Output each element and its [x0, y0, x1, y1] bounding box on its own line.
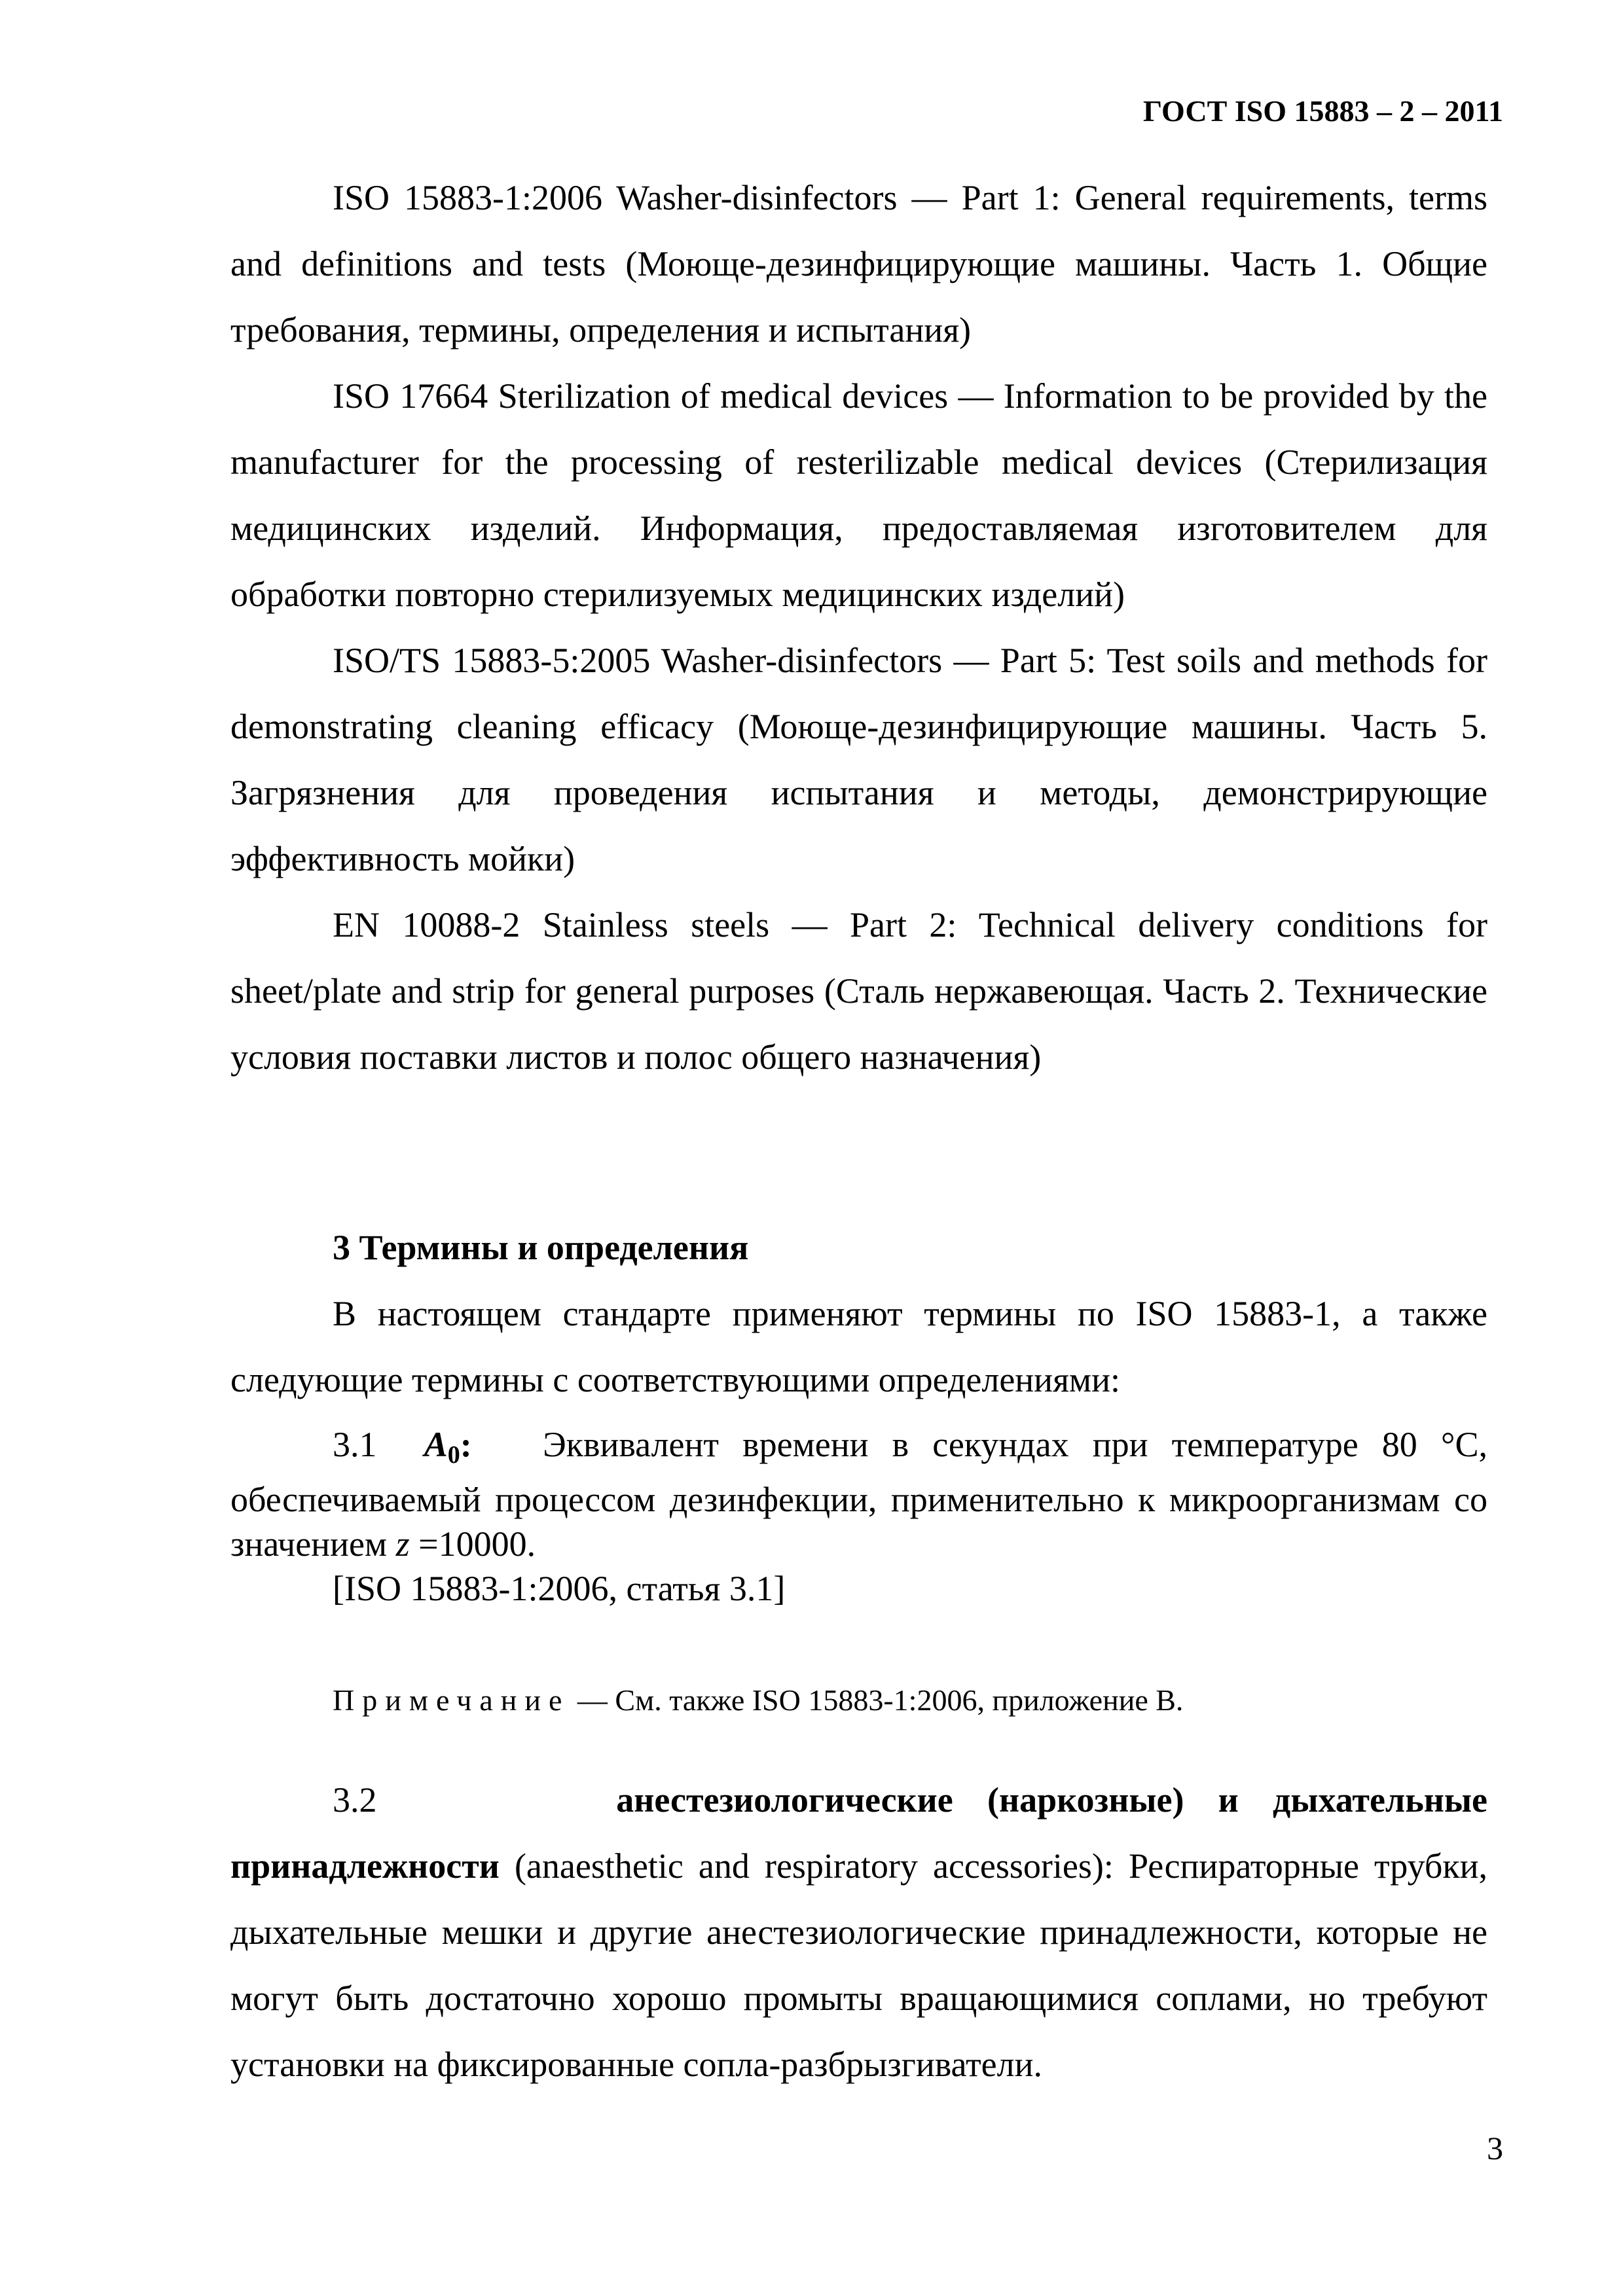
note-text: — См. также ISO 15883-1:2006, приложение B.: [577, 1683, 1184, 1717]
term-name: A: [424, 1425, 448, 1464]
document-header: ГОСТ ISO 15883 – 2 – 2011: [1142, 94, 1503, 128]
term-3-1: [230, 1422, 1487, 1611]
term-number: 3.1: [333, 1425, 377, 1464]
term-definition-value: =10000.: [418, 1524, 536, 1564]
page-number: 3: [1487, 2130, 1503, 2166]
reference-item: ISO 15883-1:2006 Washer-disinfectors — Part 1: General requirements, terms and definitions and tests (Моюще-дезинфицирующие машины. Часть 1. Общие требования, термины, определения и испытания): [230, 178, 1487, 350]
term-source: [ISO 15883-1:2006, статья 3.1]: [333, 1569, 786, 1608]
note: [230, 1681, 1487, 1720]
note-block: [230, 1681, 1487, 1720]
note-label: Примечание: [333, 1683, 570, 1717]
term-number: 3.2: [333, 1780, 377, 1820]
term-colon: :: [460, 1425, 472, 1464]
term-name: анестезиологические (наркозные) и дыхательные принадлежности: [230, 1780, 1487, 1886]
section-terms: [230, 1215, 1487, 1413]
term-english: (anaesthetic and respiratory accessories):: [514, 1846, 1114, 1886]
reference-item: ISO 17664 Sterilization of medical devices — Information to be provided by the manufacturer for the processing of resterilizable medical devices (Стерилизация медицинских изделий. Информация, предоставляемая изготовителем для обработки повторно стерилизуемых медицинских изделий): [230, 376, 1487, 614]
term-3-1-definition: [230, 1422, 1487, 1566]
term-definition-text: Респираторные трубки, дыхательные мешки и другие анестезиологические принадлежности, которые не могут быть достаточно хорошо промыты вращающимися соплами, но требуют установки на фиксированные сопла-разбрызгиватели.: [230, 1846, 1487, 2084]
term-subscript: 0: [447, 1441, 460, 1469]
references-list: [230, 165, 1487, 1090]
term-definition-text: Эквивалент времени в секундах при температуре 80 °С, обеспечиваемый процессом дезинфекции, применительно к микроорганизмам со значением: [230, 1425, 1487, 1564]
reference-item: EN 10088-2 Stainless steels — Part 2: Technical delivery conditions for sheet/plate and strip for general purposes (Сталь нержавеющая. Часть 2. Технические условия поставки листов и полос общего назначения): [230, 905, 1487, 1077]
section-intro: В настоящем стандарте применяют термины по ISO 15883-1, а также следующие термины с соответствующими определениями:: [230, 1294, 1487, 1399]
term-3-2: [230, 1767, 1487, 2098]
term-3-2-definition: [230, 1767, 1487, 2098]
reference-item: ISO/TS 15883-5:2005 Washer-disinfectors — Part 5: Test soils and methods for demonstrating cleaning efficacy (Моюще-дезинфицирующие машины. Часть 5. Загрязнения для проведения испытания и методы, демонстрирующие эффективность мойки): [230, 641, 1487, 878]
z-variable: z: [395, 1524, 410, 1564]
section-title: 3 Термины и определения: [333, 1228, 749, 1267]
